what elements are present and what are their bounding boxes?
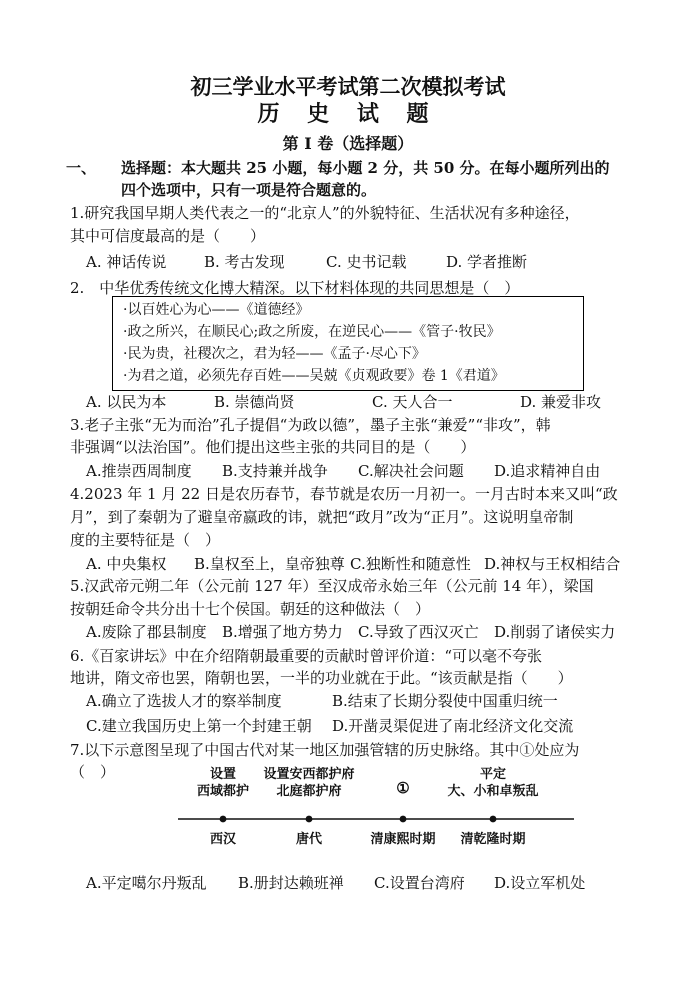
question-3-line2: 非强调“以法治国”。他们提出这些主张的共同目的是（ ）	[70, 438, 476, 456]
question-4-line3: 度的主要特征是（ ）	[70, 531, 221, 549]
question-2-option-c[interactable]: C. 天人合一	[372, 393, 453, 411]
question-6-option-a[interactable]: A.确立了选拔人才的察举制度	[86, 692, 282, 710]
question-6-option-d[interactable]: D.开凿灵渠促进了南北经济文化交流	[332, 717, 574, 735]
question-1-option-c[interactable]: C. 史书记载	[326, 253, 407, 271]
quote-line-4: ·为君之道，必须先存百姓——吴兢《贞观政要》卷 1《君道》	[123, 368, 505, 384]
quote-box	[112, 296, 584, 391]
timeline-dot-4	[490, 816, 497, 823]
question-4-line2: 月”，到了秦朝为了避皇帝嬴政的讳，就把“政月”改为“正月”。这说明皇帝制	[70, 508, 574, 526]
question-4-option-b[interactable]: B.皇权至上，皇帝独尊	[194, 555, 345, 573]
question-4-option-c[interactable]: C.独断性和随意性	[350, 555, 471, 573]
timeline-diagram	[178, 763, 578, 849]
question-5-option-b[interactable]: B.增强了地方势力	[222, 623, 343, 641]
question-4-line1: 4.2023 年 1 月 22 日是农历春节，春节就是农历一月初一。一月古时本来又叫“政	[70, 485, 618, 503]
question-6-line1: 6.《百家讲坛》中在介绍隋朝最重要的贡献时曾评价道：“可以毫不夸张	[70, 647, 542, 665]
timeline-placeholder-circled-1: ①	[396, 779, 410, 797]
question-3-option-a[interactable]: A.推崇西周制度	[86, 462, 192, 480]
timeline-below-1: 西汉	[209, 832, 237, 847]
question-2-line1: 2. 中华优秀传统文化博大精深。以下材料体现的共同思想是（ ）	[70, 279, 520, 297]
question-1-option-d[interactable]: D. 学者推断	[446, 253, 528, 271]
timeline-below-2: 唐代	[295, 832, 323, 847]
question-4-option-a[interactable]: A. 中央集权	[86, 555, 167, 573]
quote-line-1: ·以百姓心为心——《道德经》	[123, 302, 310, 318]
question-7-option-b[interactable]: B.册封达赖班禅	[238, 874, 344, 892]
question-1-option-a[interactable]: A. 神话传说	[86, 253, 167, 271]
question-5-line1: 5.汉武帝元朔二年（公元前 127 年）至汉成帝永始三年（公元前 14 年），梁国	[70, 577, 594, 595]
section-instruction-line1: 选择题：本大题共 25 小题，每小题 2 分，共 50 分。在每小题所列出的	[121, 159, 610, 177]
question-6-option-c[interactable]: C.建立我国历史上第一个封建王朝	[86, 717, 312, 735]
question-7-line2: （ ）	[70, 763, 116, 781]
timeline-above-2a: 设置安西都护府	[263, 767, 355, 782]
section-instruction-line2: 四个选项中，只有一项是符合题意的。	[121, 181, 377, 199]
timeline-dot-2	[306, 816, 313, 823]
question-6-option-b[interactable]: B.结束了长期分裂使中国重归统一	[332, 692, 558, 710]
quote-line-2: ·政之所兴，在顺民心;政之所废，在逆民心——《管子·牧民》	[123, 324, 501, 340]
question-7-option-a[interactable]: A.平定噶尔丹叛乱	[86, 874, 207, 892]
section-number: 一、	[66, 159, 97, 177]
timeline-below-4: 清乾隆时期	[460, 832, 526, 847]
question-6-line2: 地讲，隋文帝也罢，隋朝也罢，一半的功业就在于此。“该贡献是指（ ）	[70, 669, 573, 687]
question-5-option-c[interactable]: C.导致了西汉灭亡	[358, 623, 479, 641]
question-7-option-d[interactable]: D.设立军机处	[494, 874, 586, 892]
question-3-option-d[interactable]: D.追求精神自由	[494, 462, 601, 480]
timeline-below-3: 清康熙时期	[370, 832, 436, 847]
timeline-above-1a: 设置	[209, 767, 237, 782]
timeline-above-4b: 大、小和卓叛乱	[447, 784, 539, 799]
question-7-option-c[interactable]: C.设置台湾府	[374, 874, 465, 892]
question-3-line1: 3.老子主张“无为而治”孔子提倡“为政以德”，墨子主张“兼爱”“非攻”，韩	[70, 416, 551, 434]
question-1-line2: 其中可信度最高的是（ ）	[70, 227, 266, 245]
question-2-option-b[interactable]: B. 崇德尚贤	[214, 393, 295, 411]
question-3-option-b[interactable]: B.支持兼并战争	[222, 462, 328, 480]
question-2-option-d[interactable]: D. 兼爱非攻	[520, 393, 602, 411]
question-5-line2: 按朝廷命令共分出十七个侯国。朝廷的这种做法（ ）	[70, 600, 431, 618]
timeline-above-1b: 西域都护	[196, 784, 250, 799]
question-2-option-a[interactable]: A. 以民为本	[86, 393, 167, 411]
question-7-line1: 7.以下示意图呈现了中国古代对某一地区加强管辖的历史脉络。其中①处应为	[70, 741, 580, 759]
exam-title: 初三学业水平考试第二次模拟考试	[190, 74, 506, 99]
timeline-dot-3	[400, 816, 407, 823]
question-1-option-b[interactable]: B. 考古发现	[204, 253, 285, 271]
timeline-dot-1	[220, 816, 227, 823]
question-1-line1: 1.研究我国早期人类代表之一的“北京人”的外貌特征、生活状况有多种途径，	[70, 204, 580, 222]
exam-subject: 历 史 试 题	[257, 101, 439, 127]
timeline-above-4a: 平定	[479, 767, 507, 782]
timeline-above-2b: 北庭都护府	[276, 784, 342, 799]
question-5-option-d[interactable]: D.削弱了诸侯实力	[494, 623, 616, 641]
exam-part: 第 I 卷（选择题）	[282, 134, 414, 153]
question-5-option-a[interactable]: A.废除了郡县制度	[86, 623, 207, 641]
question-4-option-d[interactable]: D.神权与王权相结合	[484, 555, 621, 573]
question-3-option-c[interactable]: C.解决社会问题	[358, 462, 464, 480]
quote-line-3: ·民为贵，社稷次之，君为轻——《孟子·尽心下》	[123, 346, 426, 362]
